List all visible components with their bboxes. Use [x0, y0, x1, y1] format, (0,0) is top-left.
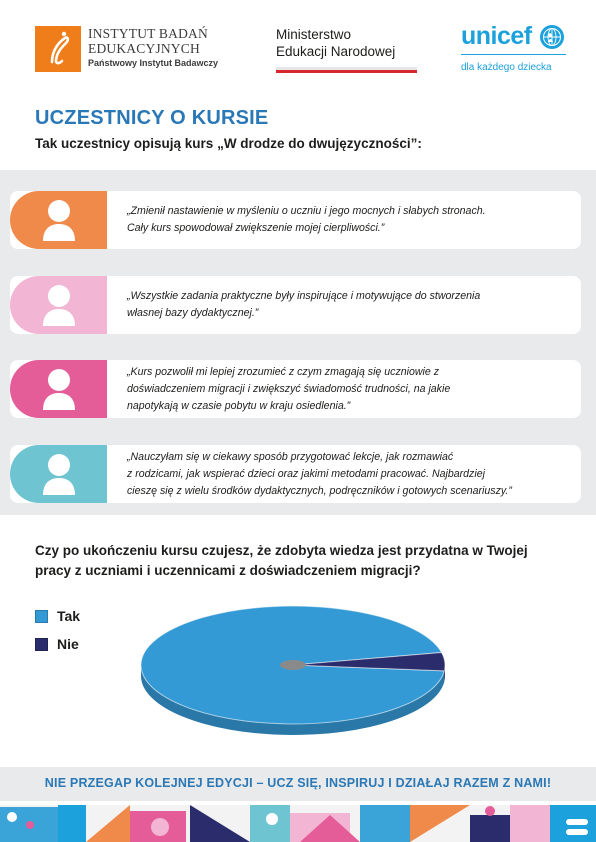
ibe-name-line2: EDUKACYJNYCH: [88, 41, 200, 56]
pie-center-hub: [280, 660, 306, 670]
testimonial-card: [10, 191, 581, 249]
ibe-logo: [35, 26, 81, 72]
testimonial-card: [10, 276, 581, 334]
unicef-wordmark: unicef: [461, 22, 532, 50]
testimonial-line: własnej bazy dydaktycznej.”: [127, 307, 259, 319]
testimonial-line: „Wszystkie zadania praktyczne były inspirujące i motywujące do stworzenia: [127, 290, 481, 302]
ibe-subtitle: Państwowy Instytut Badawczy: [88, 58, 219, 68]
testimonial-line: „Kurs pozwolił mi lepiej zrozumieć z czym zmagają się uczniowie z: [127, 365, 440, 378]
testimonial-quote: [127, 445, 571, 503]
testimonial-card: [10, 360, 581, 418]
ibe-emblem-icon: [35, 26, 81, 72]
legend-swatch: [35, 638, 48, 651]
legend-label: Tak: [57, 608, 81, 624]
unicef-divider: [461, 54, 566, 55]
ibe-name: [88, 26, 218, 68]
legend-item-tak: [35, 602, 80, 630]
person-avatar-icon: [43, 368, 75, 410]
survey-question-line: pracy z uczniami i uczennicami z doświadczeniem migracji?: [35, 563, 421, 578]
testimonial-line: z rodzicami, jak wspierać dzieci oraz jakimi metodami pracować. Najbardziej: [127, 467, 485, 480]
testimonial-avatar-tab: [10, 276, 107, 334]
survey-question-line: Czy po ukończeniu kursu czujesz, że zdobyta wiedza jest przydatna w Twojej: [35, 543, 528, 558]
testimonial-line: napotykają w czasie pobytu w kraju osiedlenia.”: [127, 399, 351, 412]
page-subtitle: Tak uczestnicy opisują kurs „W drodze do dwujęzyczności”:: [35, 136, 422, 151]
cta-text: NIE PRZEGAP KOLEJNEJ EDYCJI – UCZ SIĘ, INSPIRUJ I DZIAŁAJ RAZEM Z NAMI!: [44, 776, 552, 790]
testimonial-line: Cały kurs spowodował zwiększenie mojej cierpliwości.”: [127, 222, 385, 234]
person-avatar-icon: [43, 284, 75, 326]
person-avatar-icon: [43, 199, 75, 241]
unicef-tagline: dla każdego dziecka: [461, 62, 552, 73]
page-header: [0, 0, 596, 92]
ministry-line2: Edukacji Narodowej: [276, 44, 396, 59]
legend-item-nie: [35, 630, 80, 658]
testimonial-card: [10, 445, 581, 503]
page-title: UCZESTNICY O KURSIE: [35, 107, 269, 129]
ministry-logo: [276, 26, 395, 60]
testimonial-avatar-tab: [10, 445, 107, 503]
testimonial-line: „Nauczyłam się w ciekawy sposób przygotować lekcje, jak rozmawiać: [127, 450, 454, 463]
testimonial-quote: [127, 276, 571, 334]
testimonial-line: cieszę się z wielu środków dydaktycznych, podręczników i gotowych scenariuszy.”: [127, 484, 512, 497]
unicef-logo: [461, 22, 532, 51]
chart-legend: [35, 602, 80, 658]
person-avatar-icon: [43, 453, 75, 495]
testimonial-avatar-tab: [10, 191, 107, 249]
testimonial-quote: [127, 360, 571, 418]
testimonial-quote: [127, 191, 571, 249]
testimonial-line: doświadczeniem migracji i zwiększyć świadomość trudności, na jakie: [127, 382, 451, 395]
unicef-globe-icon: [539, 24, 565, 50]
survey-question: [35, 541, 575, 581]
ministry-line1: Ministerstwo: [276, 27, 352, 42]
testimonial-line: „Zmienił nastawienie w myśleniu o uczniu i jego mocnych i słabych stronach.: [127, 205, 486, 217]
ibe-name-line1: INSTYTUT BADAŃ: [88, 26, 208, 41]
legend-swatch: [35, 610, 48, 623]
pie-chart: [140, 598, 460, 743]
polish-flag-stripe: [276, 67, 417, 73]
decorative-pattern: [0, 805, 596, 842]
legend-label: Nie: [57, 636, 79, 652]
testimonials-panel: [0, 170, 596, 515]
testimonial-avatar-tab: [10, 360, 107, 418]
